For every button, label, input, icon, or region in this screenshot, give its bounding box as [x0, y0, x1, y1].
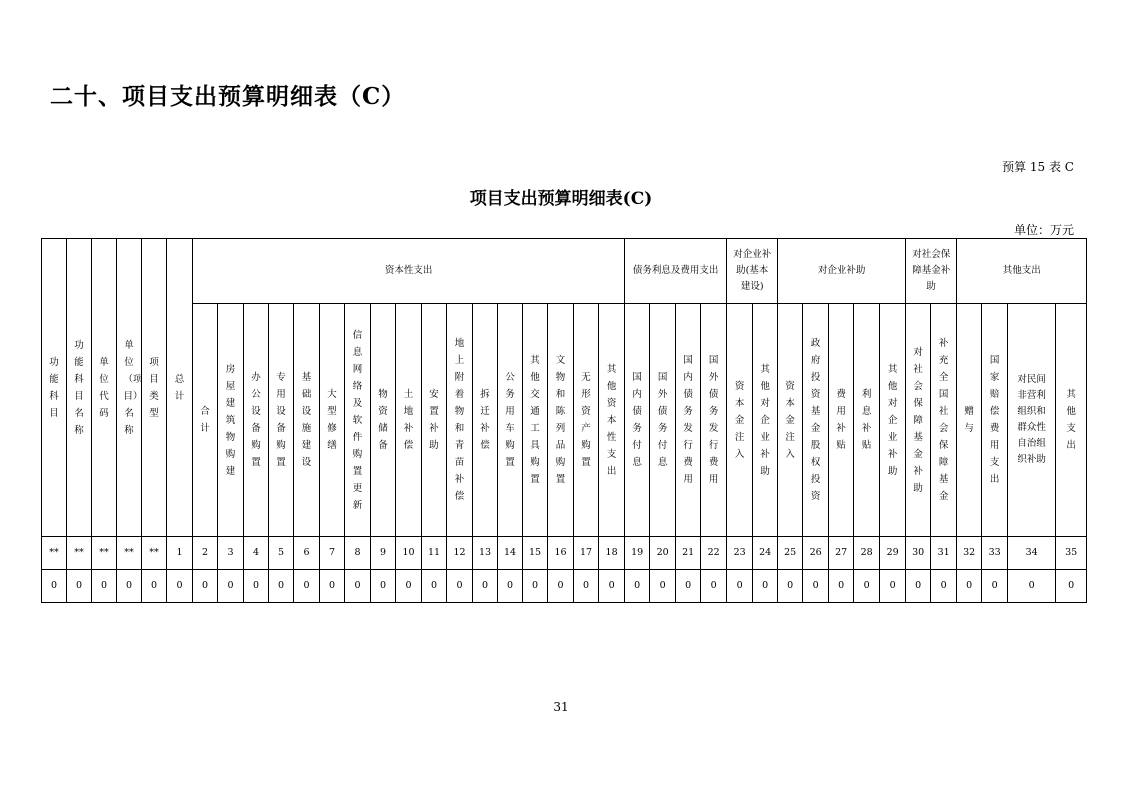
- group-header-other: 其他支出: [957, 239, 1087, 304]
- subheader-other: 赠与: [957, 304, 982, 537]
- subheader-capital: 土地补偿: [396, 304, 422, 537]
- index-cell: 18: [599, 537, 625, 570]
- subheader-social-security: 补充全国社会保障基金: [931, 304, 957, 537]
- index-cell: 2: [193, 537, 218, 570]
- data-cell: 0: [701, 570, 727, 603]
- subheader-capital: 公务用车购置: [498, 304, 523, 537]
- index-cell: 27: [829, 537, 854, 570]
- data-cell: 0: [117, 570, 142, 603]
- index-cell: 24: [753, 537, 778, 570]
- subheader-other: 对民间非营利组织和群众性自治组织补助: [1008, 304, 1056, 537]
- index-cell: **: [67, 537, 92, 570]
- index-cell: 3: [218, 537, 244, 570]
- subheader-capital: 其他资本性支出: [599, 304, 625, 537]
- data-cell: 0: [574, 570, 599, 603]
- data-cell: 0: [778, 570, 803, 603]
- index-cell: 22: [701, 537, 727, 570]
- index-cell: **: [92, 537, 117, 570]
- data-cell: 0: [650, 570, 676, 603]
- data-cell: 0: [498, 570, 523, 603]
- data-cell: 0: [880, 570, 906, 603]
- subheader-capital: 基础设施建设: [294, 304, 320, 537]
- index-cell: 6: [294, 537, 320, 570]
- index-cell: 9: [371, 537, 396, 570]
- data-cell: 0: [396, 570, 422, 603]
- index-cell: 1: [167, 537, 193, 570]
- group-header-enterprise: 对企业补助: [778, 239, 906, 304]
- group-header-debt: 债务利息及费用支出: [625, 239, 727, 304]
- header-cell: 项目类型: [142, 239, 167, 537]
- data-cell: 0: [548, 570, 574, 603]
- index-cell: 31: [931, 537, 957, 570]
- data-cell: 0: [42, 570, 67, 603]
- data-cell: 0: [167, 570, 193, 603]
- index-cell: 33: [982, 537, 1008, 570]
- index-cell: 10: [396, 537, 422, 570]
- data-cell: 0: [142, 570, 167, 603]
- subheader-enterprise: 费用补贴: [829, 304, 854, 537]
- index-cell: 25: [778, 537, 803, 570]
- data-cell: 0: [473, 570, 498, 603]
- subheader-enterprise-basic: 资本金注入: [727, 304, 753, 537]
- index-cell: 8: [345, 537, 371, 570]
- index-cell: 12: [447, 537, 473, 570]
- index-cell: 23: [727, 537, 753, 570]
- subheader-debt: 国外债务发行费用: [701, 304, 727, 537]
- data-cell: 0: [218, 570, 244, 603]
- subheader-debt: 国内债务付息: [625, 304, 650, 537]
- subheader-capital: 信息网络及软件购置更新: [345, 304, 371, 537]
- data-cell: 0: [345, 570, 371, 603]
- subheader-capital: 物资储备: [371, 304, 396, 537]
- subheader-capital: 其他交通工具购置: [523, 304, 548, 537]
- subheader-capital: 地上附着物和青苗补偿: [447, 304, 473, 537]
- subheader-debt: 国内债务发行费用: [676, 304, 701, 537]
- data-cell: 0: [244, 570, 269, 603]
- subheader-other: 国家赔偿费用支出: [982, 304, 1008, 537]
- index-cell: 11: [422, 537, 447, 570]
- index-cell: 4: [244, 537, 269, 570]
- index-cell: 14: [498, 537, 523, 570]
- index-cell: 34: [1008, 537, 1056, 570]
- index-cell: **: [117, 537, 142, 570]
- subheader-capital: 文物和陈列品购置: [548, 304, 574, 537]
- index-cell: 21: [676, 537, 701, 570]
- header-cell: 单位代码: [92, 239, 117, 537]
- data-cell: 0: [1056, 570, 1087, 603]
- subheader-enterprise: 利息补贴: [854, 304, 880, 537]
- subheader-capital: 大型修缮: [320, 304, 345, 537]
- index-cell: 26: [803, 537, 829, 570]
- index-cell: 20: [650, 537, 676, 570]
- index-cell: 30: [906, 537, 931, 570]
- index-cell: 19: [625, 537, 650, 570]
- header-cell: 功能科目名称: [67, 239, 92, 537]
- index-cell: **: [142, 537, 167, 570]
- subheader-social-security: 对社会保障基金补助: [906, 304, 931, 537]
- subheader-capital: 办公设备购置: [244, 304, 269, 537]
- subheader-debt: 国外债务付息: [650, 304, 676, 537]
- subheader-capital: 拆迁补偿: [473, 304, 498, 537]
- budget-table: [41, 238, 1087, 603]
- data-cell: 0: [1008, 570, 1056, 603]
- data-cell: 0: [269, 570, 294, 603]
- header-cell: 单位（项目）名称: [117, 239, 142, 537]
- data-cell: 0: [727, 570, 753, 603]
- form-number: 预算 15 表 C: [1002, 160, 1074, 174]
- page-heading: 二十、项目支出预算明细表（C）: [50, 83, 406, 110]
- data-cell: 0: [422, 570, 447, 603]
- data-cell: 0: [829, 570, 854, 603]
- index-cell: 15: [523, 537, 548, 570]
- group-header-enterprise-basic: 对企业补助(基本建设): [727, 239, 778, 304]
- data-cell: 0: [193, 570, 218, 603]
- group-header-social-security: 对社会保障基金补助: [906, 239, 957, 304]
- data-cell: 0: [92, 570, 117, 603]
- index-cell: 32: [957, 537, 982, 570]
- data-cell: 0: [523, 570, 548, 603]
- page-number: 31: [553, 700, 569, 714]
- index-cell: 13: [473, 537, 498, 570]
- data-cell: 0: [67, 570, 92, 603]
- index-cell: 28: [854, 537, 880, 570]
- index-cell: 5: [269, 537, 294, 570]
- subheader-other: 其他支出: [1056, 304, 1087, 537]
- data-cell: 0: [957, 570, 982, 603]
- group-header-capital: 资本性支出: [193, 239, 625, 304]
- table-title: 项目支出预算明细表(C): [469, 189, 653, 209]
- subheader-capital: 专用设备购置: [269, 304, 294, 537]
- data-cell: 0: [676, 570, 701, 603]
- subheader-capital: 房屋建筑物购建: [218, 304, 244, 537]
- index-cell: 7: [320, 537, 345, 570]
- subheader-capital: 合计: [193, 304, 218, 537]
- header-cell: 总计: [167, 239, 193, 537]
- data-cell: 0: [320, 570, 345, 603]
- data-cell: 0: [371, 570, 396, 603]
- subheader-enterprise-basic: 其他对企业补助: [753, 304, 778, 537]
- data-cell: 0: [982, 570, 1008, 603]
- data-cell: 0: [294, 570, 320, 603]
- unit-label: 单位：万元: [1013, 223, 1074, 237]
- data-cell: 0: [599, 570, 625, 603]
- subheader-enterprise: 政府投资基金股权投资: [803, 304, 829, 537]
- index-cell: **: [42, 537, 67, 570]
- data-cell: 0: [625, 570, 650, 603]
- data-cell: 0: [906, 570, 931, 603]
- data-cell: 0: [803, 570, 829, 603]
- header-cell: 功能科目: [42, 239, 67, 537]
- data-cell: 0: [931, 570, 957, 603]
- data-cell: 0: [854, 570, 880, 603]
- subheader-enterprise: 其他对企业补助: [880, 304, 906, 537]
- data-cell: 0: [447, 570, 473, 603]
- index-cell: 35: [1056, 537, 1087, 570]
- subheader-enterprise: 资本金注入: [778, 304, 803, 537]
- index-cell: 16: [548, 537, 574, 570]
- subheader-capital: 无形资产购置: [574, 304, 599, 537]
- subheader-capital: 安置补助: [422, 304, 447, 537]
- data-cell: 0: [753, 570, 778, 603]
- index-cell: 29: [880, 537, 906, 570]
- index-cell: 17: [574, 537, 599, 570]
